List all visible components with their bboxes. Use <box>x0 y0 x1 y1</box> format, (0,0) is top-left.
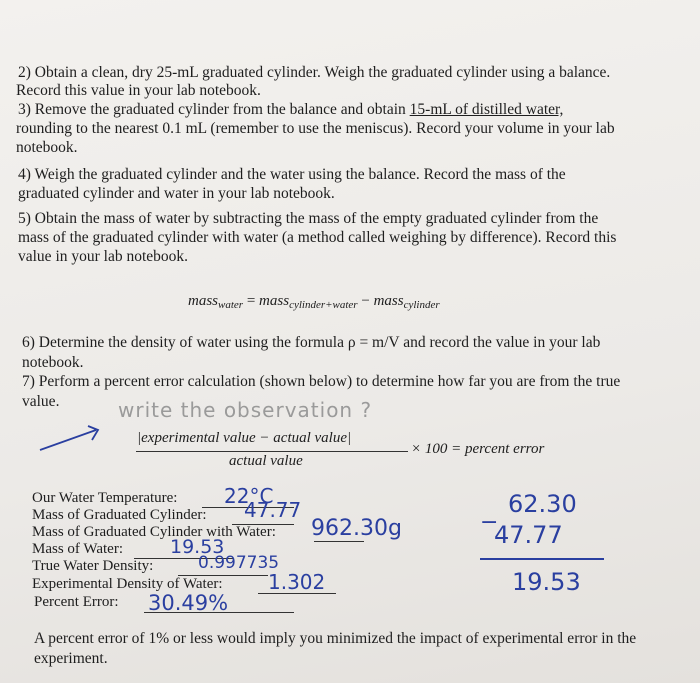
arrow-icon <box>36 420 106 460</box>
temperature-value: 22°C <box>224 484 274 508</box>
calc-underline <box>480 558 604 560</box>
formula-t2-sub: cylinder <box>403 299 440 311</box>
true-density-label: True Water Density: <box>32 558 154 574</box>
percent-error-numerator: |experimental value − actual value| <box>137 430 352 446</box>
percent-error-denominator: actual value <box>229 453 303 469</box>
step-3-line-3: notebook. <box>16 139 78 156</box>
step-7-line-2: value. <box>22 393 60 410</box>
step-4-line-2: graduated cylinder and water in your lab notebook. <box>18 185 335 202</box>
formula-lhs: mass <box>188 293 219 309</box>
step-5-line-3: value in your lab notebook. <box>18 248 189 265</box>
step-7-line-1: 7) Perform a percent error calculation (shown below) to determine how far you are from the true <box>22 373 621 390</box>
step-6-line-1: 6) Determine the density of water using the formula ρ = m/V and record the value in your lab <box>22 334 601 351</box>
formula-minus: − <box>357 293 374 309</box>
step-3-line-2: rounding to the nearest 0.1 mL (remember to use the meniscus). Record your volume in your lab <box>16 120 615 137</box>
handwritten-note: write the observation ? <box>118 398 373 422</box>
calc-result: 19.53 <box>512 568 581 596</box>
step-2-line-1: 2) Obtain a clean, dry 25-mL graduated cylinder. Weigh the graduated cylinder using a balance. <box>18 64 611 81</box>
temperature-label: Our Water Temperature: <box>32 490 178 506</box>
cylinder-mass-label: Mass of Graduated Cylinder: <box>32 507 207 523</box>
cylinder-mass-value: 47.77 <box>244 498 302 522</box>
percent-error-label: Percent Error: <box>34 594 119 610</box>
footer-line-1: A percent error of 1% or less would imply you minimized the impact of experimental error in the <box>34 630 637 647</box>
step-3-text: 3) Remove the graduated cylinder from the balance and obtain <box>18 101 410 118</box>
fraction-bar <box>136 451 408 452</box>
footer-line-2: experiment. <box>34 650 108 667</box>
with-water-blank <box>314 541 364 542</box>
formula-t2: mass <box>373 293 404 309</box>
step-6-line-2: notebook. <box>22 354 84 371</box>
step-3-line-1 <box>18 101 563 119</box>
mass-formula <box>188 293 440 311</box>
percent-error-rest: × 100 = percent error <box>411 441 545 457</box>
water-mass-label: Mass of Water: <box>32 541 123 557</box>
formula-eq: = <box>243 293 260 309</box>
formula-lhs-sub: water <box>218 299 244 311</box>
formula-t1-sub: cylinder+water <box>289 299 358 311</box>
true-density-value: 0.997735 <box>198 553 280 573</box>
calc-mid: 47.77 <box>494 521 563 549</box>
step-5-line-2: mass of the graduated cylinder with water (a method called weighing by difference). Record this <box>18 229 617 246</box>
calc-top: 62.30 <box>508 490 577 518</box>
with-water-value: 962.30g <box>311 516 402 541</box>
experimental-density-label: Experimental Density of Water: <box>32 576 223 592</box>
with-water-label: Mass of Graduated Cylinder with Water: <box>32 524 276 540</box>
water-mass-value: 19.53 <box>170 536 225 558</box>
step-2-line-2: Record this value in your lab notebook. <box>16 82 261 99</box>
experimental-density-value: 1.302 <box>268 570 326 594</box>
step-4-line-1: 4) Weigh the graduated cylinder and the water using the balance. Record the mass of the <box>18 166 566 183</box>
distilled-water-underlined: 15-mL of distilled water, <box>409 101 564 118</box>
percent-error-value: 30.49% <box>148 591 229 615</box>
step-5-line-1: 5) Obtain the mass of water by subtracting the mass of the empty graduated cylinder from the <box>18 210 599 227</box>
calc-minus: − <box>480 510 499 535</box>
formula-t1: mass <box>259 293 290 309</box>
